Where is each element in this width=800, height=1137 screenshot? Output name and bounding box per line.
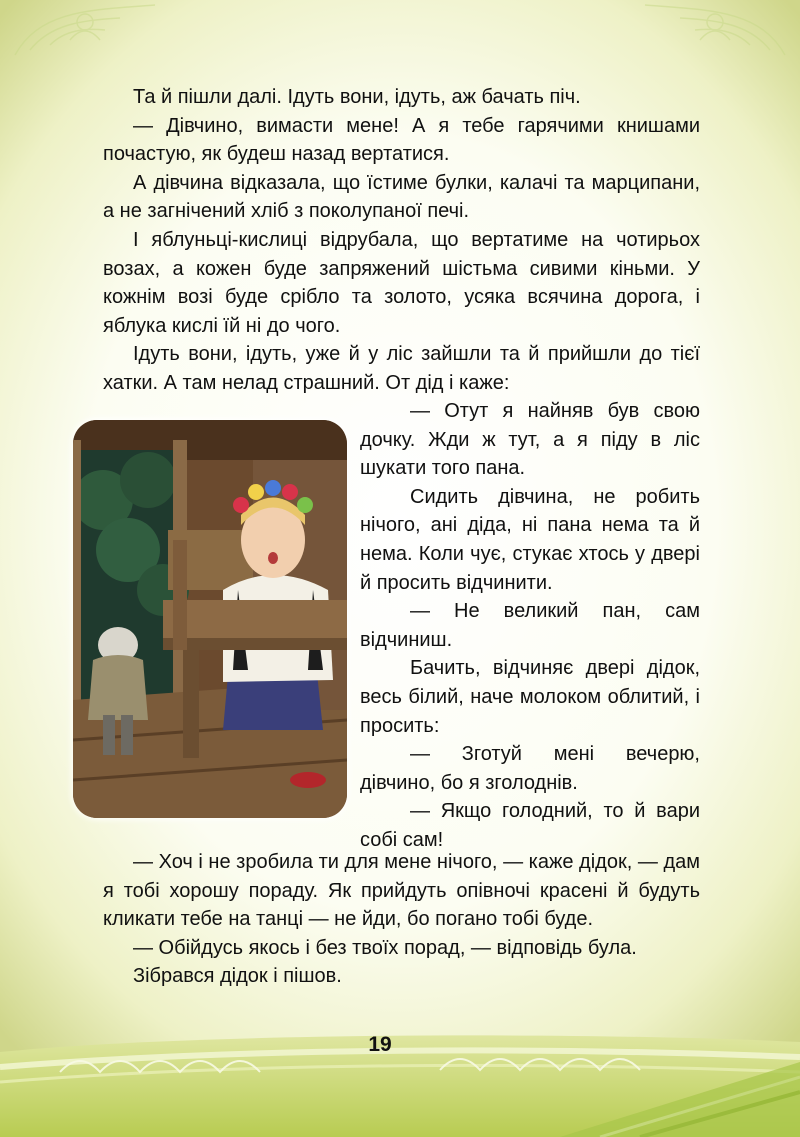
top-left-ornament (10, 0, 160, 60)
paragraph: А дівчина відказала, що їстиме булки, калачі та марципани, а не загнічений хліб з поколупаної печі. (103, 171, 700, 223)
page-number: 19 (368, 1033, 392, 1056)
footer-ornament-band (0, 1012, 800, 1137)
paragraph: — Обійдусь якось і без твоїх порад, — відповідь була. (133, 936, 637, 959)
top-right-ornament (640, 0, 790, 60)
paragraph: Ідуть вони, ідуть, уже й у ліс зайшли та й прийшли до тієї хатки. А там нелад страшний. От дід і каже: (103, 343, 700, 394)
paragraph: Сидить дівчина, не робить нічого, ані діда, ні пана нема та й нема. Коли чує, стукає хтось у двері й просить відчинити. (360, 485, 700, 594)
paragraph: — Якщо голодний, то й вари собі сам! (360, 800, 700, 851)
paragraph: Зібрався дідок і пішов. (133, 965, 342, 988)
paragraph: — Не великий пан, сам відчиниш. (360, 600, 700, 651)
paragraph: — Хоч і не зробила ти для мене нічого, — каже дідок, — дам я тобі хорошу пораду. Як прийдуть опівночі красені й будуть кликати тебе на танці — не йди, бо погано тобі буде. (103, 851, 700, 931)
paragraph: І яблуньці-кислиці відрубала, що вертатиме на чотирьох возах, а кожен буде запряжений шістьма сивими кіньми. У кожнім возі буде срібло та золото, усяка всячина дорога, і яблука кислі їй ні до чого. (103, 228, 700, 337)
story-text-bottom (103, 848, 700, 991)
paragraph: — Дівчино, вимасти мене! А я тебе гарячими книшами почастую, як будеш назад вертатися. (103, 114, 700, 166)
paragraph: Бачить, відчиняє двері дідок, весь білий, наче молоком облитий, і просить: (360, 657, 700, 737)
paragraph: Та й пішли далі. Ідуть вони, ідуть, аж бачать піч. (133, 86, 581, 108)
paragraph: — Отут я найняв був свою дочку. Жди ж тут, а я піду в ліс шукати того пана. (360, 400, 700, 480)
story-illustration (73, 420, 347, 818)
paragraph: — Зготуй мені вечерю, дівчино, бо я зголоднів. (360, 743, 700, 794)
story-text-top (103, 83, 700, 398)
story-text-side (360, 397, 700, 855)
